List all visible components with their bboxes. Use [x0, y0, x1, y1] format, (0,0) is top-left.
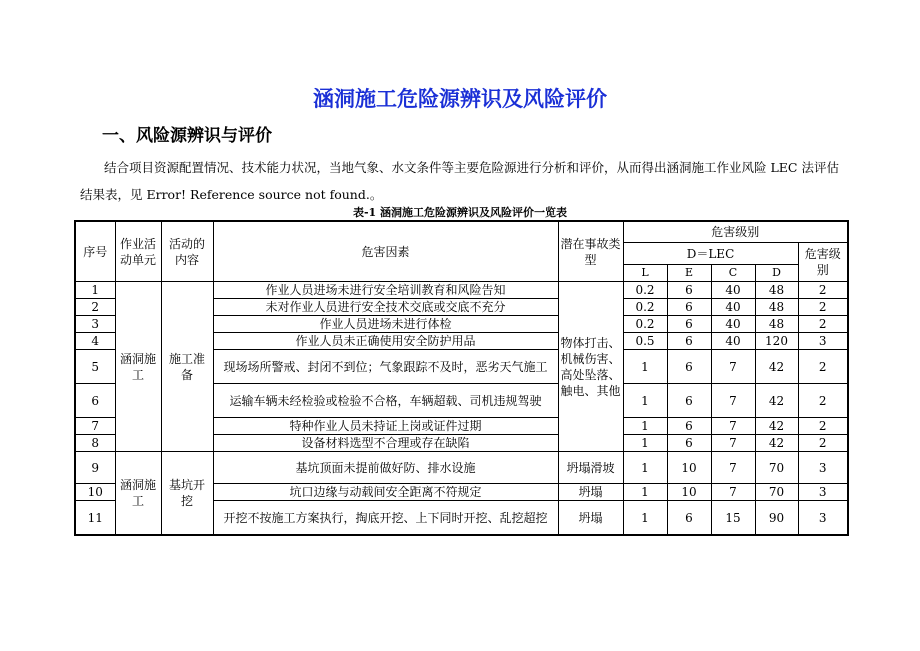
cell-grade: 3 [798, 484, 848, 501]
intro-paragraph: 结合项目资源配置情况、技术能力状况，当地气象、水文条件等主要危险源进行分析和评价，从而得出涵洞施工作业风险 LEC 法评估结果表，见 Error! Reference source not found.。 [80, 160, 839, 202]
cell-accident: 坍塌 [558, 501, 623, 536]
cell-e: 6 [667, 418, 711, 435]
cell-l: 0.2 [623, 316, 667, 333]
header-grade: 危害级别 [798, 243, 848, 282]
cell-hazard: 作业人员未正确使用安全防护用品 [213, 333, 558, 350]
cell-l: 1 [623, 501, 667, 536]
cell-l: 1 [623, 484, 667, 501]
cell-e: 6 [667, 384, 711, 418]
section-heading: 一、风险源辨识与评价 [102, 126, 272, 146]
cell-e: 6 [667, 501, 711, 536]
header-l: L [623, 265, 667, 282]
cell-no: 2 [75, 299, 115, 316]
cell-e: 6 [667, 282, 711, 299]
header-unit: 作业活动单元 [115, 221, 161, 282]
cell-c: 7 [711, 484, 755, 501]
cell-no: 9 [75, 452, 115, 484]
cell-accident: 坍塌滑坡 [558, 452, 623, 484]
cell-e: 6 [667, 333, 711, 350]
cell-d: 42 [755, 384, 798, 418]
cell-accident: 坍塌 [558, 484, 623, 501]
cell-no: 1 [75, 282, 115, 299]
header-seq: 序号 [75, 221, 115, 282]
cell-no: 10 [75, 484, 115, 501]
cell-no: 5 [75, 350, 115, 384]
cell-activity: 施工准备 [161, 282, 213, 452]
cell-l: 1 [623, 384, 667, 418]
risk-assessment-table [74, 220, 849, 536]
cell-c: 40 [711, 333, 755, 350]
cell-no: 8 [75, 435, 115, 452]
header-c: C [711, 265, 755, 282]
header-formula: D＝LEC [623, 243, 798, 265]
cell-hazard: 作业人员进场未进行安全培训教育和风险告知 [213, 282, 558, 299]
cell-l: 1 [623, 350, 667, 384]
table-header-row [75, 221, 848, 243]
cell-d: 48 [755, 316, 798, 333]
table-caption: 表-1 涵洞施工危险源辨识及风险评价一览表 [352, 206, 568, 219]
table-row [75, 282, 848, 299]
cell-d: 48 [755, 299, 798, 316]
cell-c: 7 [711, 384, 755, 418]
cell-d: 90 [755, 501, 798, 536]
cell-hazard: 运输车辆未经检验或检验不合格，车辆超载、司机违规驾驶 [213, 384, 558, 418]
cell-grade: 2 [798, 316, 848, 333]
cell-unit: 涵洞施工 [115, 282, 161, 452]
cell-c: 7 [711, 435, 755, 452]
cell-c: 40 [711, 316, 755, 333]
cell-e: 6 [667, 316, 711, 333]
cell-d: 70 [755, 452, 798, 484]
cell-c: 15 [711, 501, 755, 536]
cell-l: 1 [623, 452, 667, 484]
page-title: 涵洞施工危险源辨识及风险评价 [313, 86, 607, 111]
header-activity: 活动的内容 [161, 221, 213, 282]
cell-hazard: 作业人员进场未进行体检 [213, 316, 558, 333]
cell-d: 120 [755, 333, 798, 350]
header-accident: 潜在事故类型 [558, 221, 623, 282]
cell-e: 6 [667, 350, 711, 384]
cell-e: 6 [667, 299, 711, 316]
cell-d: 42 [755, 350, 798, 384]
cell-c: 40 [711, 282, 755, 299]
cell-hazard: 未对作业人员进行安全技术交底或交底不充分 [213, 299, 558, 316]
table-row [75, 452, 848, 484]
cell-hazard: 设备材料选型不合理或存在缺陷 [213, 435, 558, 452]
cell-d: 70 [755, 484, 798, 501]
cell-c: 7 [711, 418, 755, 435]
cell-no: 11 [75, 501, 115, 536]
header-hazard: 危害因素 [213, 221, 558, 282]
cell-no: 7 [75, 418, 115, 435]
cell-accident: 物体打击、机械伤害、高处坠落、触电、其他 [558, 282, 623, 452]
cell-l: 1 [623, 435, 667, 452]
header-e: E [667, 265, 711, 282]
cell-no: 3 [75, 316, 115, 333]
cell-d: 42 [755, 435, 798, 452]
cell-hazard: 基坑顶面未提前做好防、排水设施 [213, 452, 558, 484]
cell-no: 6 [75, 384, 115, 418]
cell-e: 6 [667, 435, 711, 452]
cell-hazard: 特种作业人员未持证上岗或证件过期 [213, 418, 558, 435]
cell-grade: 2 [798, 418, 848, 435]
cell-d: 48 [755, 282, 798, 299]
cell-d: 42 [755, 418, 798, 435]
cell-grade: 3 [798, 452, 848, 484]
cell-c: 7 [711, 350, 755, 384]
cell-hazard: 现场场所警戒、封闭不到位；气象跟踪不及时，恶劣天气施工 [213, 350, 558, 384]
cell-e: 10 [667, 484, 711, 501]
cell-grade: 3 [798, 333, 848, 350]
header-d: D [755, 265, 798, 282]
cell-e: 10 [667, 452, 711, 484]
cell-grade: 2 [798, 350, 848, 384]
cell-l: 0.5 [623, 333, 667, 350]
cell-no: 4 [75, 333, 115, 350]
cell-hazard: 开挖不按施工方案执行，掏底开挖、上下同时开挖、乱挖超挖 [213, 501, 558, 536]
cell-grade: 2 [798, 384, 848, 418]
header-level: 危害级别 [623, 221, 848, 243]
cell-l: 0.2 [623, 282, 667, 299]
cell-hazard: 坑口边缘与动载间安全距离不符规定 [213, 484, 558, 501]
cell-grade: 3 [798, 501, 848, 536]
cell-grade: 2 [798, 435, 848, 452]
cell-c: 7 [711, 452, 755, 484]
cell-unit: 涵洞施工 [115, 452, 161, 536]
cell-l: 1 [623, 418, 667, 435]
cell-grade: 2 [798, 299, 848, 316]
cell-activity: 基坑开挖 [161, 452, 213, 536]
cell-l: 0.2 [623, 299, 667, 316]
cell-c: 40 [711, 299, 755, 316]
cell-grade: 2 [798, 282, 848, 299]
